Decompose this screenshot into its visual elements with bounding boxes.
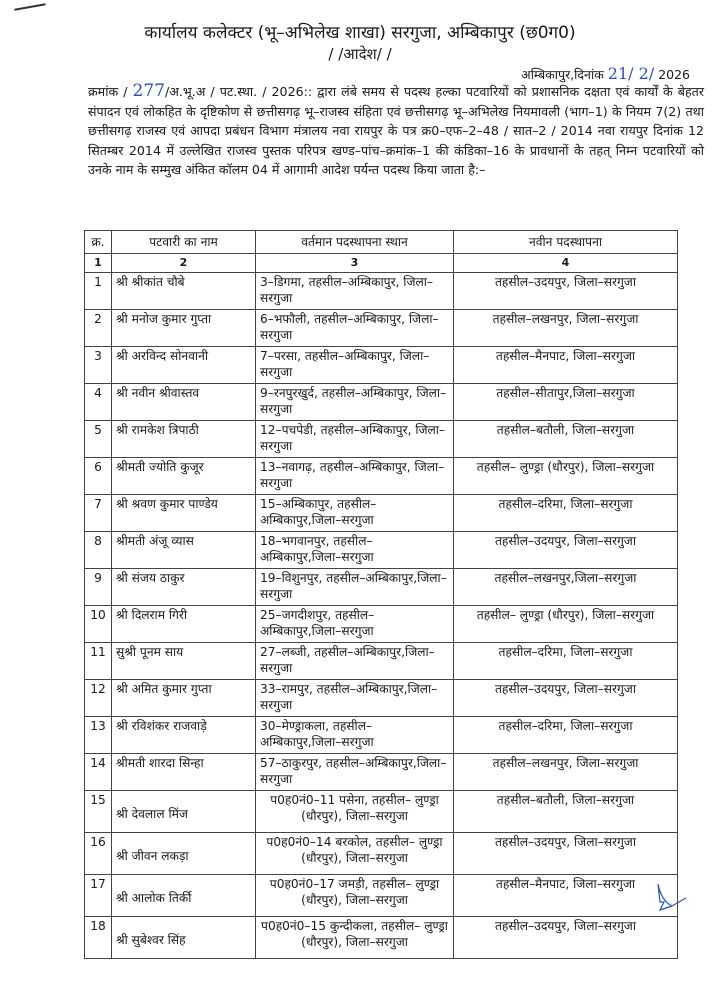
new-posting-cell: तहसील–लखनपुर, जिला–सरगुजा [454, 754, 678, 791]
current-posting-cell: 27–लब्जी, तहसील–अम्बिकापुर,जिला–सरगुजा [256, 643, 454, 680]
order-number-prefix: क्रमांक / [88, 84, 128, 99]
new-posting-cell: तहसील–उदयपुर, जिला–सरगुजा [454, 532, 678, 569]
order-body-text: द्वारा लंबे समय से पदस्थ हल्का पटवारियों को प्रशासनिक दक्षता एवं कार्यों के बेहतर संपादन एवं लोकहित के दृष्टिकोण से छत्तीसगढ़ भू–राजस्व संहिता एवं छत्तीसगढ़ भू–अभिलेख नियमावली (भाग–1) के नियम 7(2) तथा छत्तीसगढ़ राजस्व एवं आपदा प्रबंधन विभाग मंत्रालय नवा रायपुर के पत्र क्र0–एफ–2–48 / सात–2 / 2014 नवा रायपुर दिनांक 12 सितम्बर 2014 में उल्लेखित राजस्व पुस्तक परिपत्र खण्ड–पांच–क्रमांक–1 की कंडिका–16 के प्रावधानों के तहत् निम्न पटवारियों को उनके नाम के सम्मुख अंकित कॉलम 04 में आगामी आदेश पर्यन्त पदस्थ किया जाता है:– [88, 84, 704, 178]
current-posting-cell: 9–रनपुरखुर्द, तहसील–अम्बिकापुर, जिला–सरगुजा [256, 384, 454, 421]
header-name: पटवारी का नाम [112, 231, 256, 254]
current-posting-cell: 3–डिगमा, तहसील–अम्बिकापुर, जिला–सरगुजा [256, 273, 454, 310]
name-cell: श्री श्रवण कुमार पाण्डेय [112, 495, 256, 532]
column-number: 2 [112, 254, 256, 273]
table-row [85, 532, 678, 569]
date-year: 2026 [658, 67, 690, 82]
current-posting-cell: 6–भफौली, तहसील–अम्बिकापुर, जिला–सरगुजा [256, 310, 454, 347]
serial-cell: 16 [85, 833, 112, 875]
column-number: 4 [454, 254, 678, 273]
name-cell: श्री आलोक तिर्की [112, 875, 256, 917]
new-posting-cell: तहसील–दरिमा, जिला–सरगुजा [454, 643, 678, 680]
header-current-posting: वर्तमान पदस्थापना स्थान [256, 231, 454, 254]
table-row [85, 606, 678, 643]
serial-cell: 1 [85, 273, 112, 310]
name-cell: श्री श्रीकांत चौबे [112, 273, 256, 310]
current-posting-cell: 18–भगवानपुर, तहसील–अम्बिकापुर,जिला–सरगुजा [256, 532, 454, 569]
name-cell: श्री रामकेश त्रिपाठी [112, 421, 256, 458]
name-cell: श्री सुबेश्वर सिंह [112, 917, 256, 959]
table-row [85, 680, 678, 717]
serial-cell: 14 [85, 754, 112, 791]
name-cell: श्री संजय ठाकुर [112, 569, 256, 606]
table-row [85, 833, 678, 875]
name-cell: श्रीमती अंजू व्यास [112, 532, 256, 569]
name-cell: श्री रविशंकर राजवाड़े [112, 717, 256, 754]
current-posting-cell: 7–परसा, तहसील–अम्बिकापुर, जिला–सरगुजा [256, 347, 454, 384]
place-date-line [521, 64, 690, 83]
table-row [85, 754, 678, 791]
current-posting-cell: 15–अम्बिकापुर, तहसील–अम्बिकापुर,जिला–सरगुजा [256, 495, 454, 532]
table-row [85, 310, 678, 347]
table-row [85, 384, 678, 421]
table-row [85, 917, 678, 959]
serial-cell: 18 [85, 917, 112, 959]
table-row [85, 875, 678, 917]
new-posting-cell: तहसील–दरिमा, जिला–सरगुजा [454, 495, 678, 532]
posting-table [84, 230, 678, 959]
table-row [85, 495, 678, 532]
new-posting-cell: तहसील–उदयपुर, जिला–सरगुजा [454, 680, 678, 717]
current-posting-cell: प0ह0नं0–14 बरकोल, तहसील– लुण्ड्रा (धौरपुर), जिला–सरगुजा [256, 833, 454, 875]
serial-cell: 15 [85, 791, 112, 833]
current-posting-cell: प0ह0नं0–17 जमड़ी, तहसील– लुण्ड्रा (धौरपुर), जिला–सरगुजा [256, 875, 454, 917]
pen-stroke-mark [14, 3, 46, 11]
office-title: कार्यालय कलेक्टर (भू–अभिलेख शाखा) सरगुजा, अम्बिकापुर (छ0ग0) [144, 23, 576, 43]
table-row [85, 458, 678, 495]
current-posting-cell: प0ह0नं0–11 पसेना, तहसील– लुण्ड्रा (धौरपुर), जिला–सरगुजा [256, 791, 454, 833]
serial-cell: 9 [85, 569, 112, 606]
name-cell: श्रीमती शारदा सिन्हा [112, 754, 256, 791]
serial-cell: 11 [85, 643, 112, 680]
new-posting-cell: तहसील–बतौली, जिला–सरगुजा [454, 421, 678, 458]
table-row [85, 717, 678, 754]
header-new-posting: नवीन पदस्थापना [454, 231, 678, 254]
serial-cell: 13 [85, 717, 112, 754]
current-posting-cell: 13–नवागढ़, तहसील–अम्बिकापुर, जिला–सरगुजा [256, 458, 454, 495]
order-heading: / /आदेश/ / [328, 45, 392, 63]
table-row [85, 347, 678, 384]
handwritten-date: 21/ 2/ [607, 64, 655, 83]
column-number: 1 [85, 254, 112, 273]
new-posting-cell: तहसील–मैनपाट, जिला–सरगुजा [454, 875, 678, 917]
current-posting-cell: 25–जगदीशपुर, तहसील–अम्बिकापुर,जिला–सरगुजा [256, 606, 454, 643]
table-row [85, 569, 678, 606]
name-cell: श्री अमित कुमार गुप्ता [112, 680, 256, 717]
serial-cell: 2 [85, 310, 112, 347]
place-date-prefix: अम्बिकापुर,दिनांक [521, 67, 604, 82]
new-posting-cell: तहसील–उदयपुर, जिला–सरगुजा [454, 273, 678, 310]
new-posting-cell: तहसील–दरिमा, जिला–सरगुजा [454, 717, 678, 754]
table-row [85, 421, 678, 458]
serial-cell: 6 [85, 458, 112, 495]
serial-cell: 5 [85, 421, 112, 458]
name-cell: श्रीमती ज्योति कुजूर [112, 458, 256, 495]
new-posting-cell: तहसील– लुण्ड्रा (धौरपुर), जिला–सरगुजा [454, 606, 678, 643]
name-cell: श्री मनोज कुमार गुप्ता [112, 310, 256, 347]
serial-cell: 17 [85, 875, 112, 917]
handwritten-order-number: 277 [132, 81, 165, 101]
current-posting-cell: 30–मेण्ड्राकला, तहसील–अम्बिकापुर,जिला–सरगुजा [256, 717, 454, 754]
serial-cell: 3 [85, 347, 112, 384]
column-number-row [85, 254, 678, 273]
name-cell: श्री नवीन श्रीवास्तव [112, 384, 256, 421]
header-serial: क्र. [85, 231, 112, 254]
name-cell: श्री दिलराम गिरी [112, 606, 256, 643]
name-cell: श्री देवलाल मिंज [112, 791, 256, 833]
signature-mark [650, 880, 690, 920]
current-posting-cell: 12–पचपेडी, तहसील–अम्बिकापुर, जिला–सरगुजा [256, 421, 454, 458]
table-row [85, 643, 678, 680]
order-number-suffix: /अ.भू.अ / पट.स्था. / 2026:: [164, 84, 313, 99]
new-posting-cell: तहसील–उदयपुर, जिला–सरगुजा [454, 833, 678, 875]
new-posting-cell: तहसील–सीतापुर,जिला–सरगुजा [454, 384, 678, 421]
new-posting-cell: तहसील–लखनपुर, जिला–सरगुजा [454, 310, 678, 347]
table-header-row [85, 231, 678, 254]
serial-cell: 10 [85, 606, 112, 643]
name-cell: सुश्री पूनम साय [112, 643, 256, 680]
table-row [85, 273, 678, 310]
current-posting-cell: 33–रामपुर, तहसील–अम्बिकापुर,जिला–सरगुजा [256, 680, 454, 717]
new-posting-cell: तहसील–बतौली, जिला–सरगुजा [454, 791, 678, 833]
serial-cell: 7 [85, 495, 112, 532]
new-posting-cell: तहसील–उदयपुर, जिला–सरगुजा [454, 917, 678, 959]
current-posting-cell: 57–ठाकुरपुर, तहसील–अम्बिकापुर,जिला–सरगुजा [256, 754, 454, 791]
new-posting-cell: तहसील–लखनपुर,जिला–सरगुजा [454, 569, 678, 606]
column-number: 3 [256, 254, 454, 273]
new-posting-cell: तहसील–मैनपाट, जिला–सरगुजा [454, 347, 678, 384]
order-body [88, 82, 704, 180]
current-posting-cell: प0ह0नं0–15 कुन्दीकला, तहसील– लुण्ड्रा (धौरपुर), जिला–सरगुजा [256, 917, 454, 959]
table-row [85, 791, 678, 833]
current-posting-cell: 19–विशुनपुर, तहसील–अम्बिकापुर,जिला–सरगुजा [256, 569, 454, 606]
new-posting-cell: तहसील– लुण्ड्रा (धौरपुर), जिला–सरगुजा [454, 458, 678, 495]
name-cell: श्री अरविन्द सोनवानी [112, 347, 256, 384]
serial-cell: 12 [85, 680, 112, 717]
serial-cell: 8 [85, 532, 112, 569]
serial-cell: 4 [85, 384, 112, 421]
name-cell: श्री जीवन लकड़ा [112, 833, 256, 875]
